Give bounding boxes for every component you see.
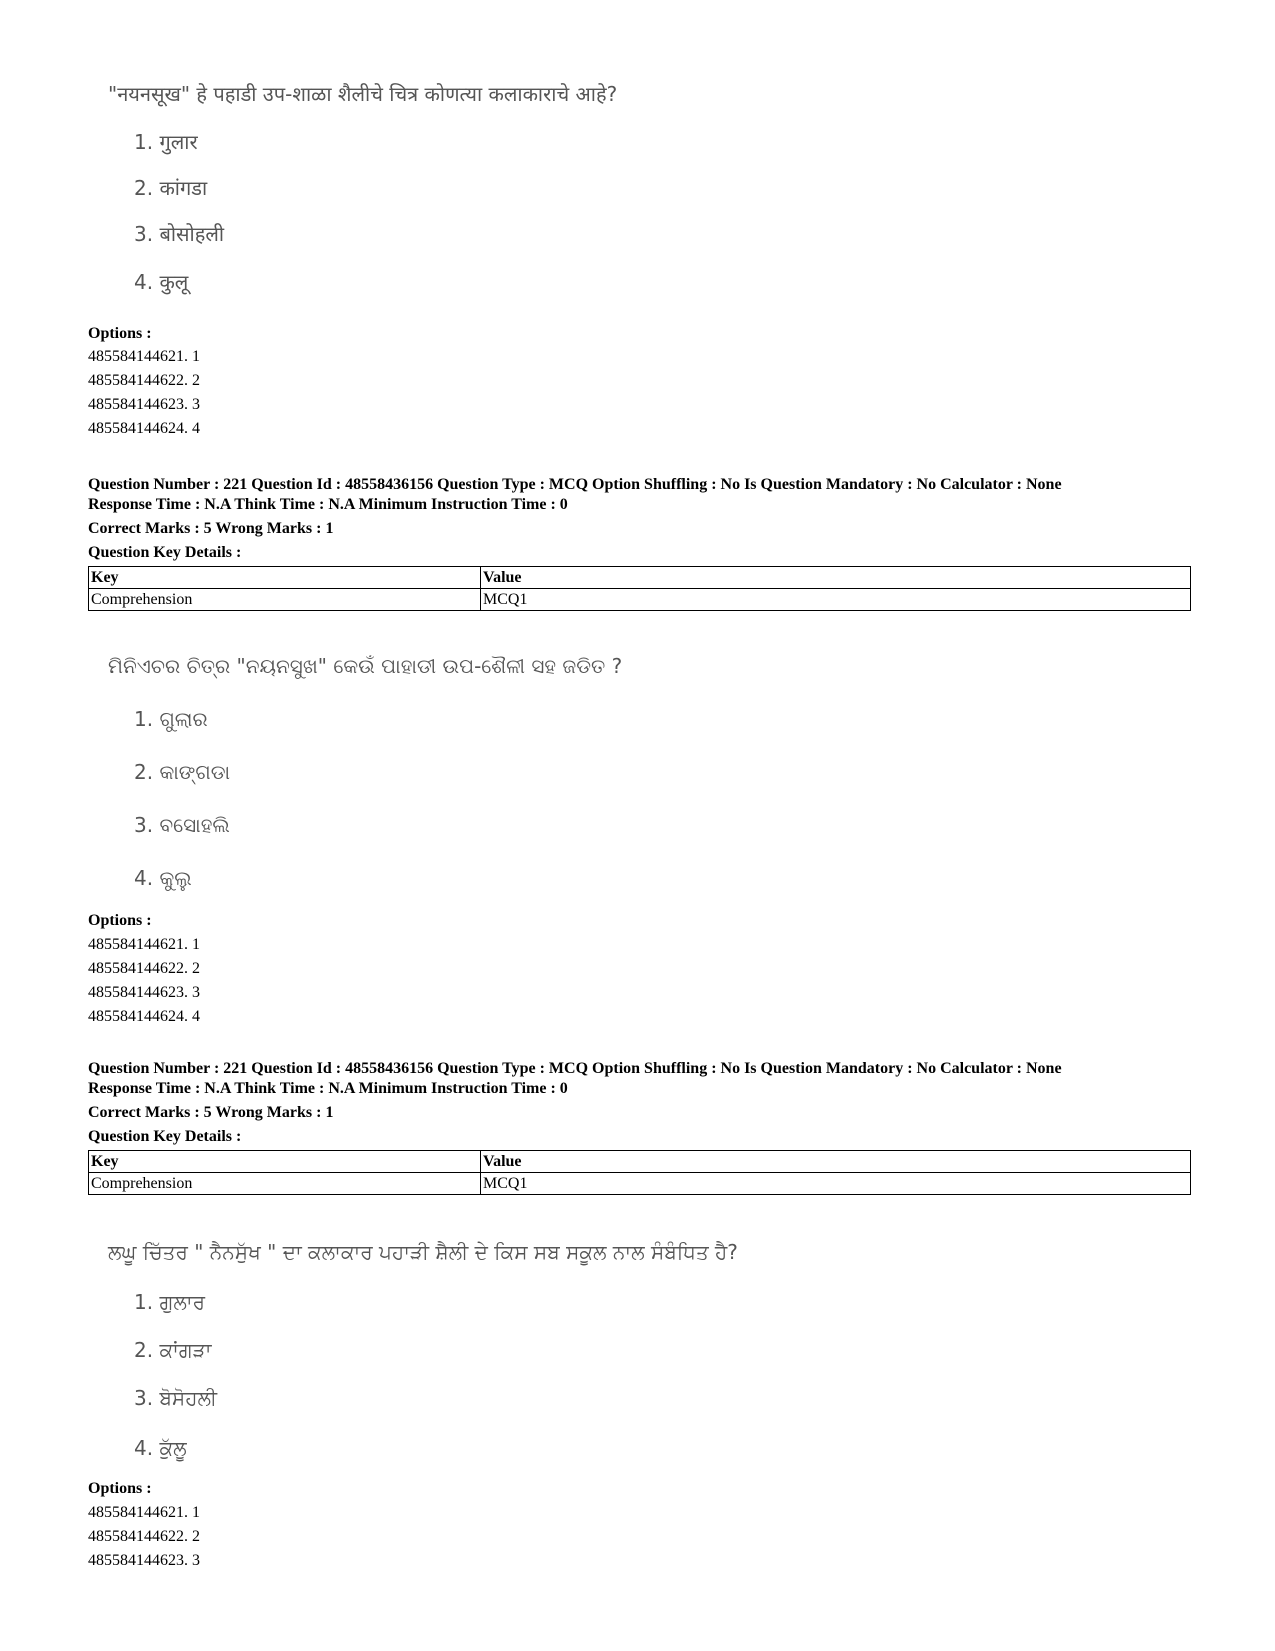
table-cell-value: MCQ1	[481, 1173, 1191, 1195]
table-header-key: Key	[89, 1151, 481, 1173]
option-line: 485584144622. 2	[88, 960, 200, 977]
table-cell-key: Comprehension	[89, 589, 481, 611]
option-line: 485584144624. 4	[88, 420, 200, 437]
question-text-marathi: "नयनसूख" हे पहाडी उप-शाळा शैलीचे चित्र कोणत्या कलाकाराचे आहे?	[108, 82, 618, 106]
choice-4: 4. ਕੁੱਲੂ	[134, 1436, 187, 1460]
options-heading: Options :	[88, 912, 152, 929]
table-header-row	[89, 1151, 1191, 1173]
key-value-table	[88, 566, 1191, 611]
marks-line: Correct Marks : 5 Wrong Marks : 1	[88, 1104, 334, 1121]
choice-1: 1. ଗୁଲାର	[134, 707, 208, 731]
key-value-table	[88, 1150, 1191, 1195]
choice-3: 3. ବସୋହଲି	[134, 813, 230, 837]
choice-4: 4. କୁଲୁ	[134, 866, 192, 890]
options-heading: Options :	[88, 1480, 152, 1497]
choice-4: 4. कुलू	[134, 270, 189, 294]
choice-1: 1. ਗੁਲਾਰ	[134, 1290, 205, 1314]
question-text-punjabi: ਲਘੂ ਚਿੱਤਰ " ਨੈਨਸੁੱਖ " ਦਾ ਕਲਾਕਾਰ ਪਹਾੜੀ ਸ਼ੈਲੀ ਦੇ ਕਿਸ ਸਬ ਸਕੂਲ ਨਾਲ ਸੰਬੰਧਿਤ ਹੈ?	[108, 1240, 738, 1264]
option-line: 485584144622. 2	[88, 372, 200, 389]
question-meta-line: Response Time : N.A Think Time : N.A Minimum Instruction Time : 0	[88, 1080, 568, 1097]
choice-2: 2. कांगडा	[134, 176, 208, 200]
table-header-value: Value	[481, 567, 1191, 589]
option-line: 485584144623. 3	[88, 984, 200, 1001]
option-line: 485584144623. 3	[88, 1552, 200, 1569]
question-text-odia: ମିନିଏଚର ଚିତ୍ର "ନୟନସୁଖ" କେଉଁ ପାହାଡୀ ଉପ-ଶୈଳୀ ସହ ଜଡିତ ?	[108, 654, 623, 678]
choice-2: 2. କାଙ୍ଗଡା	[134, 760, 231, 784]
table-header-key: Key	[89, 567, 481, 589]
table-header-value: Value	[481, 1151, 1191, 1173]
option-line: 485584144622. 2	[88, 1528, 200, 1545]
key-details-heading: Question Key Details :	[88, 544, 242, 561]
options-heading: Options :	[88, 325, 152, 342]
question-meta-line: Question Number : 221 Question Id : 48558436156 Question Type : MCQ Option Shuffling : No Is Question Mandatory : No Calculator : None	[88, 476, 1062, 493]
table-row	[89, 1173, 1191, 1195]
choice-1: 1. गुलार	[134, 130, 198, 154]
choice-3: 3. बोसोहली	[134, 222, 225, 246]
table-cell-value: MCQ1	[481, 589, 1191, 611]
option-line: 485584144623. 3	[88, 396, 200, 413]
option-line: 485584144621. 1	[88, 1504, 200, 1521]
question-meta-line: Response Time : N.A Think Time : N.A Minimum Instruction Time : 0	[88, 496, 568, 513]
choice-2: 2. ਕਾਂਗੜਾ	[134, 1338, 212, 1362]
key-details-heading: Question Key Details :	[88, 1128, 242, 1145]
table-header-row	[89, 567, 1191, 589]
option-line: 485584144621. 1	[88, 348, 200, 365]
table-row	[89, 589, 1191, 611]
option-line: 485584144624. 4	[88, 1008, 200, 1025]
table-cell-key: Comprehension	[89, 1173, 481, 1195]
option-line: 485584144621. 1	[88, 936, 200, 953]
question-meta-line: Question Number : 221 Question Id : 48558436156 Question Type : MCQ Option Shuffling : No Is Question Mandatory : No Calculator : None	[88, 1060, 1062, 1077]
choice-3: 3. ਬੋਸੋਹਲੀ	[134, 1386, 218, 1410]
marks-line: Correct Marks : 5 Wrong Marks : 1	[88, 520, 334, 537]
